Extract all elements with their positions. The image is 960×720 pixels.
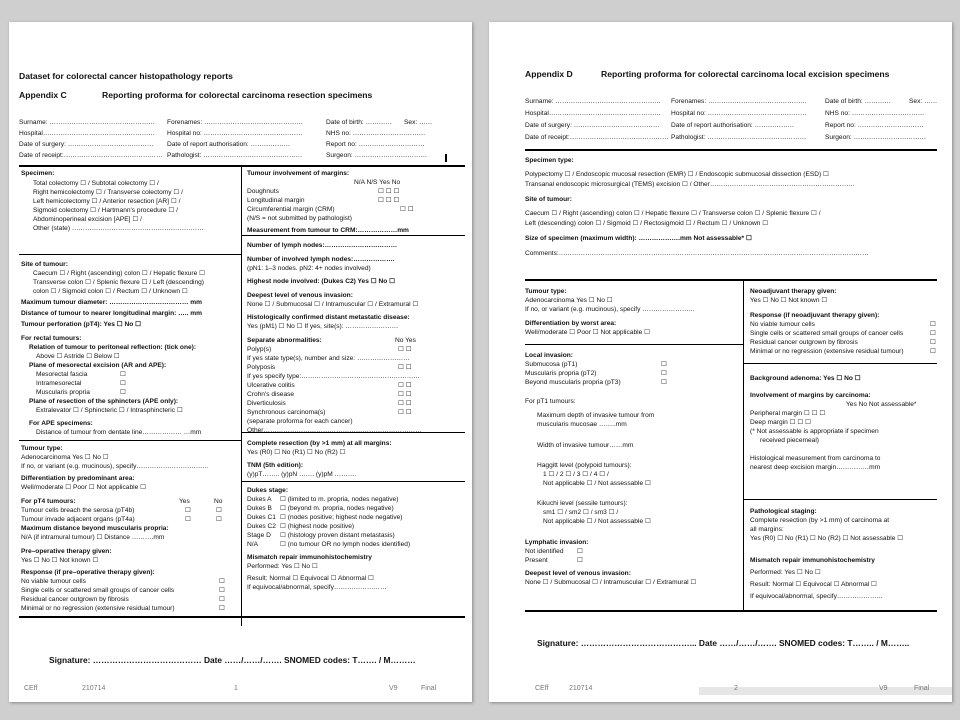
form-line: Site of tumour: (525, 196, 572, 203)
form-line: ☐ ☐ (398, 382, 412, 389)
form-line: ☐ (120, 380, 126, 387)
form-line: Maximum distance beyond muscularis propria: (21, 525, 169, 532)
form-line: If yes specify type:……………………………………………… (247, 373, 420, 380)
form-line: Muscularis propria (pT2) (525, 370, 597, 377)
form-line: ☐ (120, 389, 126, 396)
form-line: ☐ ☐ (400, 206, 414, 213)
header-field: Surgeon: …………………………… (825, 134, 927, 141)
form-line: Minimal or no regression (extensive residual tumour) (750, 348, 904, 355)
form-line: Synchronous carcinoma(s) (247, 409, 326, 416)
footer-code: 210714 (82, 685, 106, 692)
form-line: Yes ☐ No ☐ Not known ☐ (21, 557, 99, 564)
section-divider (241, 481, 465, 482)
form-line: Lymphatic invasion: (525, 539, 589, 546)
form-line: Residual cancer outgrown by fibrosis (750, 339, 858, 346)
form-line: Not identified (525, 548, 564, 555)
section-divider (19, 440, 241, 441)
form-line: Tumour type: (21, 445, 63, 452)
form-line: Maximum depth of invasive tumour from (537, 412, 655, 419)
form-line: Caecum ☐ / Right (ascending) colon ☐ / Hepatic flexure ☐ (33, 270, 206, 277)
form-line: Site of tumour: (21, 261, 68, 268)
form-line: ☐ (highest node positive) (280, 523, 355, 530)
section-divider (19, 254, 241, 255)
form-line: Total colectomy ☐ / Subtotal colectomy ☐ / (33, 180, 159, 187)
cursor-mark (445, 154, 447, 162)
header-divider (19, 165, 465, 167)
signature-line: Signature: …………………………………... Date ……/……/……. SNOMED codes: T…….. / M…….. (537, 638, 910, 648)
form-line: ☐ (219, 578, 225, 585)
footer-code: 210714 (569, 685, 593, 692)
form-line: Caecum ☐ / Right (ascending) colon ☐ / Hepatic flexure ☐ / Transverse colon ☐ / Splenic flexure ☐ / (525, 210, 821, 217)
form-line: Other (state) …………………………………………………… (33, 225, 204, 232)
header-field: Date of surgery: ………………………………… (19, 141, 154, 148)
form-line: Differentiation by predominant area: (21, 475, 135, 482)
form-line: Polyposis (247, 364, 276, 371)
form-line: ☐ (577, 548, 583, 555)
form-line: ☐ ☐ (398, 346, 412, 353)
header-field: Date of receipt:……………………………………… (525, 134, 669, 141)
form-line: ☐ ☐ (398, 400, 412, 407)
form-line: ☐ (930, 321, 936, 328)
header-field: NHS no: …………………………… (825, 110, 925, 117)
header-divider (525, 149, 937, 151)
form-line: Sigmoid colectomy ☐ / Hartmann's procedure ☐ / (33, 207, 179, 214)
form-line: Haggitt level (polypoid tumours): (537, 462, 632, 469)
column-divider (743, 280, 744, 610)
form-line: Minimal or no regression (extensive residual tumour) (21, 605, 175, 612)
form-line: If yes state type(s), number and size: …………………… (247, 355, 410, 362)
form-line: Tumour perforation (pT4): Yes ☐ No ☐ (21, 321, 142, 328)
form-line: Distance of tumour from dentate line……………… …mm (36, 429, 202, 436)
form-line: ☐ (219, 596, 225, 603)
form-line: ☐ (185, 507, 191, 514)
form-line: Histologically confirmed distant metastatic disease: (247, 314, 410, 321)
form-line: Left hemicolectomy ☐ / Anterior resection [AR] ☐ / (33, 198, 181, 205)
form-line: Mismatch repair immunohistochemistry (750, 557, 875, 564)
footer-status: Final (421, 685, 437, 692)
form-line: Response (if neoadjuvant therapy given): (750, 312, 880, 319)
form-line: Maximum tumour diameter: ……………………………… mm (21, 299, 202, 306)
form-line: Well/moderate ☐ Poor ☐ Not applicable ☐ (525, 329, 650, 336)
header-field: Pathologist: ……………………………………… (671, 134, 807, 141)
header-field: Forenames: ……………………………………… (167, 119, 303, 126)
form-line: Polypectomy ☐ / Endoscopic mucosal resection (EMR) ☐ / Endoscopic submucosal dissection (ESD) ☐ (525, 171, 829, 178)
form-line: None ☐ / Submucosal ☐ / Intramuscular ☐ / Extramural ☐ (525, 579, 697, 586)
form-line: Dukes C1 (247, 514, 276, 521)
form-line: (pN1: 1–3 nodes. pN2: 4+ nodes involved) (247, 265, 371, 272)
header-field: Surname: ………………………………………… (525, 98, 661, 105)
form-line: (y)pT…….. (y)pN ……. (y)pM ………. (247, 471, 357, 478)
form-line: Relation of tumour to peritoneal reflection: (tick one): (29, 344, 197, 351)
section-divider (525, 344, 743, 345)
form-line: Neoadjuvant therapy given: (750, 288, 837, 295)
form-line: Muscularis propria (36, 389, 90, 396)
header-field: Date of surgery: ………………………………… (525, 122, 660, 129)
signature-divider (525, 610, 937, 612)
form-line: Deepest level of venous invasion: (247, 292, 353, 299)
form-line: Residual cancer outgrown by fibrosis (21, 596, 129, 603)
header-field: Hospital…………………………………………… (19, 130, 155, 137)
section-divider (241, 235, 465, 236)
header-field: Date of receipt:……………………………………… (19, 152, 163, 159)
form-line: Separate abnormalities: (247, 337, 322, 344)
form-line: Abdominoperineal excision [APE] ☐ / (33, 216, 142, 223)
form-line: No (214, 498, 223, 505)
form-line: (separate proforma for each cancer) (247, 418, 353, 425)
form-line: Number of lymph nodes:…………………………… (247, 242, 398, 249)
form-line: Response (if pre–operative therapy given): (21, 569, 155, 576)
form-line: Submucosa (pT1) (525, 361, 578, 368)
form-line: ☐ ☐ (398, 364, 412, 371)
form-line: Yes No Not assessable* (846, 401, 917, 408)
form-line: Yes (R0) ☐ No (R1) ☐ No (R2) ☐ (247, 449, 346, 456)
form-line: ☐ (577, 557, 583, 564)
footer-version: V9 (389, 685, 398, 692)
form-line: Single cells or scattered small groups of cancer cells (750, 330, 904, 337)
form-line: Right hemicolectomy ☐ / Transverse colectomy ☐ / (33, 189, 183, 196)
footer-page: 1 (234, 685, 238, 692)
form-line: Differentiation by worst area: (525, 320, 617, 327)
form-line: Complete resection (by >1 mm) of carcinoma at (750, 517, 890, 524)
form-line: Left (descending) colon ☐ / Sigmoid ☐ / Rectosigmoid ☐ / Rectum ☐ / Unknown ☐ (525, 220, 769, 227)
form-line: (* Not assessable is appropriate if specimen (750, 428, 879, 435)
form-line: received piecemeal) (760, 437, 820, 444)
form-line: all margins: (750, 526, 784, 533)
form-line: Dukes stage: (247, 487, 289, 494)
form-line: None ☐ / Submucosal ☐ / Intramuscular ☐ / Extramural ☐ (247, 301, 419, 308)
section-divider (743, 499, 937, 500)
header-field: Report no: ………………………… (326, 141, 425, 148)
form-line: N/A (if intramural tumour) ☐ Distance ……….mm (21, 534, 165, 541)
form-line: ☐ (216, 507, 222, 514)
form-line: Yes (pM1) ☐ No ☐ If yes, site(s): …………………… (247, 323, 399, 330)
form-line: For pT1 tumours: (525, 398, 576, 405)
form-line: Result: Normal ☐ Equivocal ☐ Abnormal ☐ (247, 575, 374, 582)
form-line: Above ☐ Astride ☐ Below ☐ (36, 353, 120, 360)
form-line: Single cells or scattered small groups of cancer cells (21, 587, 175, 594)
form-line: Adenocarcinoma Yes ☐ No ☐ (21, 454, 109, 461)
form-line: Ulcerative colitis (247, 382, 295, 389)
form-line: Tumour involvement of margins: (247, 170, 350, 177)
form-line: Yes ☐ No ☐ Not known ☐ (750, 297, 828, 304)
appendix-c-label: Appendix C (19, 90, 67, 100)
form-line: Circumferential margin (CRM) (247, 206, 335, 213)
form-line: ☐ (nodes positive; highest node negative) (280, 514, 403, 521)
form-line: Plane of mesorectal excision (AR and APE): (29, 362, 167, 369)
section-divider (525, 279, 937, 281)
form-line: Pathological staging: (750, 508, 817, 515)
form-line: Extralevator ☐ / Sphincteric ☐ / Intrasphincteric ☐ (36, 407, 183, 414)
header-field: Surgeon: …………………………… (326, 152, 428, 159)
form-line: Dukes A (247, 496, 272, 503)
form-line: No viable tumour cells (750, 321, 815, 328)
form-line: ☐ (661, 361, 667, 368)
form-line: If equivocal/abnormal, specify………………… (750, 593, 884, 600)
appendix-c-title: Reporting proforma for colorectal carcinoma resection specimens (102, 90, 373, 100)
form-line: Local invasion: (525, 352, 573, 359)
form-line: Not applicable ☐ / Not assessable ☐ (543, 480, 651, 487)
form-line: Dukes B (247, 505, 272, 512)
header-field: Sex: …… (909, 98, 938, 105)
form-line: N/A N/S Yes No (354, 179, 401, 186)
section-divider (241, 432, 465, 433)
form-line: Doughnuts (247, 188, 279, 195)
form-line: If no, or variant (e.g. mucinous), specify…………………………… (21, 463, 209, 470)
form-line: Result: Normal ☐ Equivocal ☐ Abnormal ☐ (750, 581, 877, 588)
form-line: colon ☐ / Sigmoid colon ☐ / Rectum ☐ / Unknown ☐ (33, 288, 188, 295)
dataset-title: Dataset for colorectal cancer histopathology reports (19, 71, 233, 81)
form-line: Intramesorectal (36, 380, 82, 387)
form-line: Involvement of margins by carcinoma: (750, 392, 871, 399)
left-page (9, 22, 472, 702)
form-line: ☐ (histology proven distant metastasis) (280, 532, 395, 539)
form-line: Distance of tumour to nearer longitudinal margin: ….. mm (21, 310, 202, 317)
form-line: Specimen type: (525, 157, 574, 164)
footer-version: V9 (879, 685, 888, 692)
header-field: Pathologist: ……………………………………… (167, 152, 303, 159)
form-line: ☐ ☐ (398, 409, 412, 416)
form-line: ☐ ☐ ☐ (378, 188, 400, 195)
form-line: muscularis mucosae ……..mm (537, 421, 627, 428)
header-field: Hospital…………………………………………… (525, 110, 661, 117)
form-line: For APE specimens: (29, 420, 93, 427)
form-line: ☐ (no tumour OR no lymph nodes identified) (280, 541, 411, 548)
form-line: Deep margin ☐ ☐ ☐ (750, 419, 811, 426)
form-line: Kikuchi level (sessile tumours): (537, 500, 628, 507)
form-line: ☐ (185, 516, 191, 523)
form-line: Longitudinal margin (247, 197, 305, 204)
form-line: (N/S = not submitted by pathologist) (247, 215, 353, 222)
form-line: Mismatch repair immunohistochemistry (247, 554, 372, 561)
form-line: ☐ (219, 605, 225, 612)
form-line: Transanal endoscopic microsurgical (TEMS) excision ☐ / Other………………………………………………………… (525, 181, 855, 188)
header-field: Forenames: ……………………………………… (671, 98, 807, 105)
form-line: Well/moderate ☐ Poor ☐ Not applicable ☐ (21, 484, 146, 491)
form-line: Complete resection (by >1 mm) at all margins: (247, 440, 392, 447)
form-line: Diverticulosis (247, 400, 286, 407)
header-field: Hospital no: ……………………………………… (167, 130, 303, 137)
form-line: For rectal tumours: (21, 335, 82, 342)
header-field: Date of birth: ………… (825, 98, 891, 105)
appendix-d-label: Appendix D (525, 69, 573, 79)
form-line: ☐ (120, 371, 126, 378)
form-line: Mesorectal fascia (36, 371, 88, 378)
form-line: Histological measurement from carcinoma to (750, 455, 881, 462)
form-line: Peripheral margin ☐ ☐ ☐ (750, 410, 826, 417)
form-line: Highest node involved: (Dukes C2) Yes ☐ No ☐ (247, 278, 396, 285)
form-line: ☐ (limited to m. propria, nodes negative) (280, 496, 399, 503)
form-line: Comments:…………………………………………………………………………………………………………………………… (525, 250, 869, 257)
form-line: ☐ (930, 330, 936, 337)
form-line: ☐ ☐ ☐ (378, 197, 400, 204)
form-line: Measurement from tumour to CRM:………………mm (247, 227, 409, 234)
form-line: Yes (179, 498, 190, 505)
form-line: Stage D (247, 532, 271, 539)
form-line: Performed: Yes ☐ No ☐ (750, 569, 821, 576)
form-line: nearest deep excision margin……………mm (750, 464, 881, 471)
form-line: Background adenoma: Yes ☐ No ☐ (750, 375, 861, 382)
section-divider (743, 363, 937, 364)
form-line: ☐ (beyond m. propria, nodes negative) (280, 505, 394, 512)
form-line: Plane of resection of the sphincters (APE only): (29, 398, 179, 405)
header-field: Date of report authorisation: ……………… (671, 122, 795, 129)
form-line: ☐ ☐ (398, 391, 412, 398)
form-line: Crohn's disease (247, 391, 295, 398)
form-line: No viable tumour cells (21, 578, 86, 585)
header-field: Hospital no: ……………………………………… (671, 110, 807, 117)
form-line: Pre–operative therapy given: (21, 548, 112, 555)
form-line: ☐ (661, 370, 667, 377)
form-line: ☐ (216, 516, 222, 523)
form-line: Size of specimen (maximum width): ……………….mm Not assessable* ☐ (525, 235, 752, 242)
form-line: ☐ (930, 339, 936, 346)
form-line: Dukes C2 (247, 523, 276, 530)
form-line: Number of involved lymph nodes:………………. (247, 256, 395, 263)
footer-org: CEff (24, 685, 38, 692)
form-line: Transverse colon ☐ / Splenic flexure ☐ / Left (descending) (33, 279, 205, 286)
header-field: Date of report authorisation: ……………… (167, 141, 291, 148)
header-field: Sex: …… (404, 119, 433, 126)
form-line: Adenocarcinoma Yes ☐ No ☐ (525, 297, 613, 304)
form-line: If equivocal/abnormal, specify…………………… (247, 584, 387, 591)
form-line: Tumour type: (525, 288, 567, 295)
form-line: 1 ☐ / 2 ☐ / 3 ☐ / 4 ☐ / (543, 471, 609, 478)
form-line: No Yes (395, 337, 416, 344)
form-line: Specimen: (21, 170, 55, 177)
form-line: Width of invasive tumour……mm (537, 442, 634, 449)
form-line: Other……………………………………………………………… (247, 427, 422, 434)
form-line: Performed: Yes ☐ No ☐ (247, 563, 318, 570)
form-line: N/A (247, 541, 258, 548)
right-page (489, 22, 952, 702)
form-line: Deepest level of venous invasion: (525, 570, 631, 577)
form-line: TNM (5th edition): (247, 462, 304, 469)
signature-line: Signature: ………………………………… Date ……/……/……. SNOMED codes: T……. / M……… (49, 655, 416, 665)
form-line: Present (525, 557, 548, 564)
form-line: ☐ (661, 379, 667, 386)
footer-page: 2 (734, 685, 738, 692)
form-line: For pT4 tumours: (21, 498, 76, 505)
form-line: If no, or variant (e.g. mucinous), specify …………………… (525, 306, 696, 313)
form-line: Polyp(s) (247, 346, 272, 353)
form-line: Tumour invade adjacent organs (pT4a) (21, 516, 135, 523)
form-line: ☐ (219, 587, 225, 594)
form-line: Tumour cells breach the serosa (pT4b) (21, 507, 135, 514)
form-line: ☐ (930, 348, 936, 355)
form-line: Yes (R0) ☐ No (R1) ☐ No (R2) ☐ Not assessable ☐ (750, 535, 904, 542)
form-line: Beyond muscularis propria (pT3) (525, 379, 621, 386)
form-line: Not applicable ☐ / Not assessable ☐ (543, 518, 651, 525)
header-field: NHS no: …………………………… (326, 130, 426, 137)
footer-status: Final (914, 685, 930, 692)
form-line: sm1 ☐ / sm2 ☐ / sm3 ☐ / (543, 509, 619, 516)
header-field: Surname: ………………………………………… (19, 119, 155, 126)
footer-org: CEff (535, 685, 549, 692)
header-field: Report no: ………………………… (825, 122, 924, 129)
signature-divider (19, 616, 465, 618)
appendix-d-title: Reporting proforma for colorectal carcinoma local excision specimens (601, 69, 890, 79)
header-field: Date of birth: ………… (326, 119, 392, 126)
